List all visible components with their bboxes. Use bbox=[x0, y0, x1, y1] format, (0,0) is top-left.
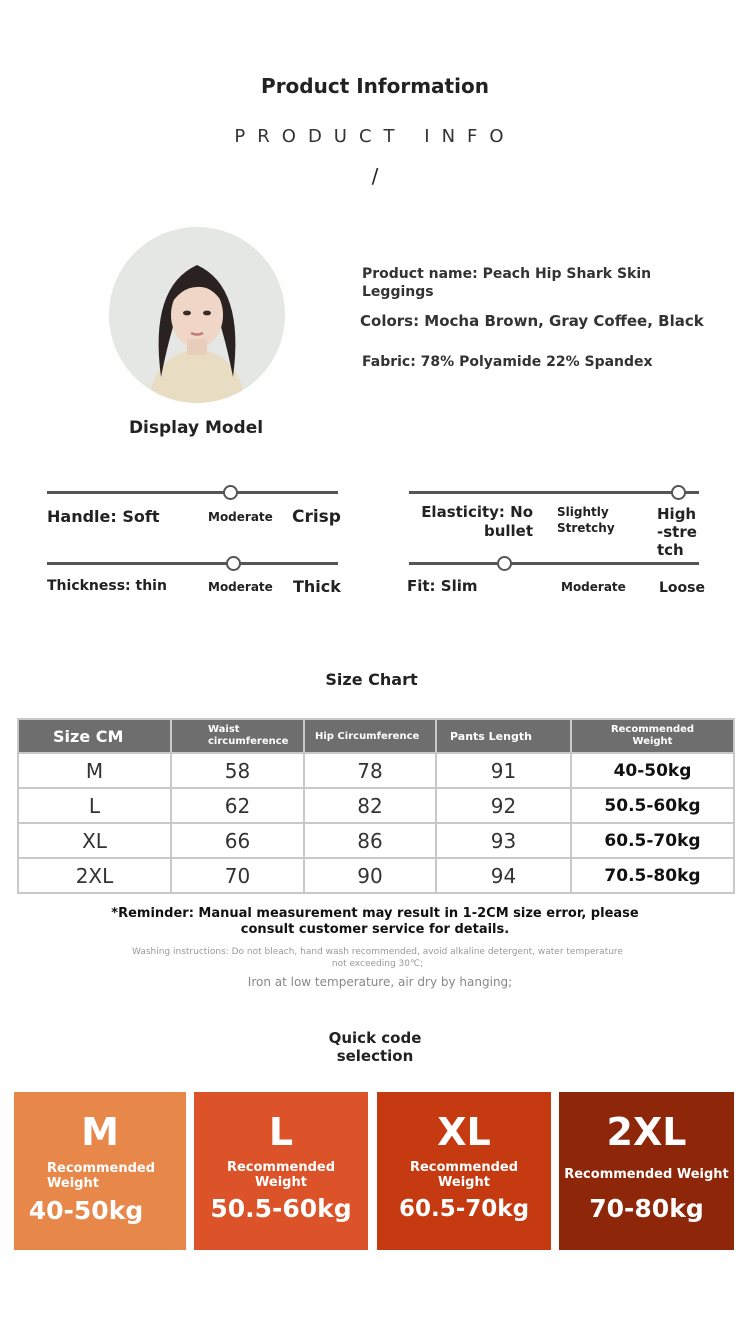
cell-waist: 58 bbox=[171, 753, 304, 788]
table-row bbox=[18, 858, 734, 893]
size-reminder: *Reminder: Manual measurement may result in 1-2CM size error, please consult customer service for details. bbox=[111, 906, 639, 937]
card-weight-label: Recommended Weight bbox=[47, 1161, 156, 1191]
fit-left-label: Fit: Slim bbox=[407, 577, 478, 595]
cell-weight: 40-50kg bbox=[571, 753, 734, 788]
size-chart-table bbox=[17, 718, 735, 894]
handle-track bbox=[47, 491, 338, 494]
card-weight: 50.5-60kg bbox=[210, 1194, 352, 1223]
header-waist: Waist circumference bbox=[171, 719, 304, 753]
handle-mid-label: Moderate bbox=[208, 510, 273, 524]
cell-weight: 50.5-60kg bbox=[571, 788, 734, 823]
cell-waist: 66 bbox=[171, 823, 304, 858]
header-size: Size CM bbox=[18, 719, 171, 753]
handle-knob bbox=[223, 485, 238, 500]
quick-card-xl[interactable] bbox=[377, 1092, 551, 1250]
quick-selection-title: Quick code selection bbox=[328, 1029, 422, 1065]
header-length: Pants Length bbox=[436, 719, 571, 753]
display-model-label: Display Model bbox=[128, 418, 264, 438]
model-portrait-icon bbox=[109, 227, 285, 403]
card-size: L bbox=[268, 1110, 294, 1154]
elasticity-left-label: Elasticity: No bullet bbox=[421, 503, 533, 540]
elasticity-knob bbox=[671, 485, 686, 500]
cell-waist: 62 bbox=[171, 788, 304, 823]
thickness-scale bbox=[47, 556, 341, 600]
cell-length: 93 bbox=[436, 823, 571, 858]
handle-right-label: Crisp bbox=[292, 507, 341, 527]
header-hip: Hip Circumference bbox=[304, 719, 436, 753]
handle-left-label: Handle: Soft bbox=[47, 507, 160, 526]
thickness-knob bbox=[226, 556, 241, 571]
card-weight: 40-50kg bbox=[28, 1196, 144, 1225]
product-name: Product name: Peach Hip Shark Skin Leggings bbox=[362, 266, 652, 300]
card-size: XL bbox=[437, 1110, 491, 1154]
fit-track bbox=[409, 562, 699, 565]
thickness-track bbox=[47, 562, 338, 565]
cell-hip: 78 bbox=[304, 753, 436, 788]
elasticity-scale bbox=[409, 484, 699, 559]
washing-instructions: Washing instructions: Do not bleach, hand wash recommended, avoid alkaline detergent, water temperature not exceeding 30℃; bbox=[132, 947, 623, 969]
elasticity-mid-label: Slightly Stretchy bbox=[557, 505, 615, 535]
cell-length: 94 bbox=[436, 858, 571, 893]
quick-card-2xl[interactable] bbox=[559, 1092, 734, 1250]
page-subtitle: PRODUCT INFO bbox=[234, 126, 516, 147]
fit-scale bbox=[407, 556, 705, 600]
cell-length: 91 bbox=[436, 753, 571, 788]
card-weight-label: Recommended Weight bbox=[226, 1160, 336, 1190]
page-title: Product Information bbox=[261, 74, 489, 98]
thickness-right-label: Thick bbox=[293, 577, 341, 596]
size-chart-header-row bbox=[18, 719, 734, 753]
card-size: 2XL bbox=[606, 1110, 687, 1154]
cell-size: 2XL bbox=[18, 858, 171, 893]
cell-weight: 70.5-80kg bbox=[571, 858, 734, 893]
handle-scale bbox=[47, 484, 341, 534]
card-weight-label: Recommended Weight bbox=[564, 1167, 729, 1182]
model-avatar bbox=[109, 227, 285, 403]
header-weight: Recommended Weight bbox=[571, 719, 734, 753]
iron-instructions: Iron at low temperature, air dry by hanging; bbox=[247, 975, 513, 989]
quick-card-m[interactable] bbox=[14, 1092, 186, 1250]
cell-hip: 90 bbox=[304, 858, 436, 893]
header-divider: / bbox=[371, 164, 379, 188]
cell-hip: 86 bbox=[304, 823, 436, 858]
elasticity-track bbox=[409, 491, 699, 494]
card-size: M bbox=[81, 1110, 119, 1154]
cell-length: 92 bbox=[436, 788, 571, 823]
card-weight: 70-80kg bbox=[589, 1194, 704, 1223]
quick-card-l[interactable] bbox=[194, 1092, 368, 1250]
fit-knob bbox=[497, 556, 512, 571]
size-chart-title: Size Chart bbox=[325, 670, 418, 689]
product-colors: Colors: Mocha Brown, Gray Coffee, Black bbox=[360, 312, 704, 330]
product-fabric: Fabric: 78% Polyamide 22% Spandex bbox=[362, 354, 653, 370]
card-weight: 60.5-70kg bbox=[398, 1196, 530, 1222]
cell-waist: 70 bbox=[171, 858, 304, 893]
cell-weight: 60.5-70kg bbox=[571, 823, 734, 858]
elasticity-right-label: High-stretch bbox=[657, 505, 697, 559]
cell-size: XL bbox=[18, 823, 171, 858]
table-row bbox=[18, 788, 734, 823]
fit-right-label: Loose bbox=[659, 580, 705, 596]
thickness-mid-label: Moderate bbox=[208, 580, 273, 594]
cell-hip: 82 bbox=[304, 788, 436, 823]
thickness-left-label: Thickness: thin bbox=[47, 578, 167, 594]
fit-mid-label: Moderate bbox=[561, 580, 626, 594]
table-row bbox=[18, 753, 734, 788]
card-weight-label: Recommended Weight bbox=[409, 1160, 519, 1190]
cell-size: M bbox=[18, 753, 171, 788]
cell-size: L bbox=[18, 788, 171, 823]
table-row bbox=[18, 823, 734, 858]
